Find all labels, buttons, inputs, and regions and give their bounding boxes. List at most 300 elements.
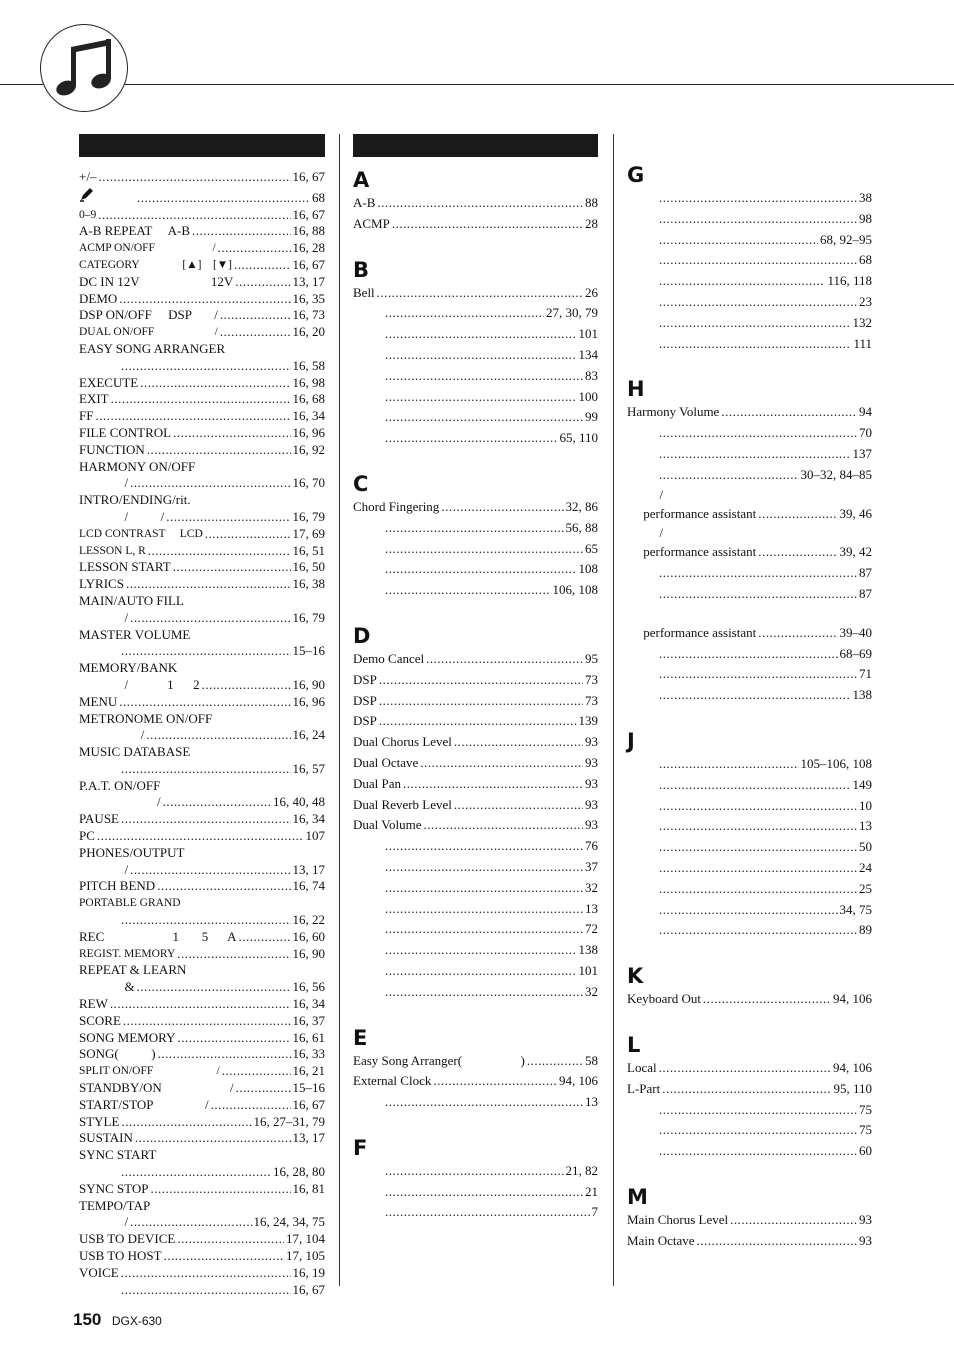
index-entry [353,1161,598,1182]
index-entry-heading: / [627,486,664,502]
entry-term: Dual Octave [353,754,419,770]
index-entry-heading: REPEAT & LEARN [79,962,187,978]
leader-dots [659,879,857,900]
index-letter-g: G [627,163,645,187]
index-entry [79,996,325,1013]
index-entry [627,1120,872,1141]
page-reference: 13 [585,1094,598,1110]
page-reference: 101 [578,962,598,978]
leader-dots [111,391,291,408]
index-entry-heading: PORTABLE GRAND [79,897,181,910]
leader-dots [420,753,583,774]
entry-term: PC [79,828,95,844]
index-entry [627,623,872,644]
page-reference: 94, 106 [559,1073,598,1089]
entry-term: SYNC STOP [79,1180,149,1196]
page-reference: 88 [585,195,598,210]
leader-dots [703,989,831,1010]
leader-dots [121,643,291,660]
page-reference: 16, 81 [292,1180,325,1196]
index-entry [627,775,872,796]
page-reference: 16, 67 [292,1281,325,1297]
page-reference: 16, 28 [292,240,325,256]
entry-term: / [79,794,161,810]
index-entry [353,1182,598,1203]
leader-dots [659,250,857,271]
index-entry [79,862,325,879]
index-entry [353,815,598,836]
leader-dots [385,878,583,899]
index-entry [627,796,872,817]
page-reference: 13, 17 [292,861,325,877]
page-reference: 16, 56 [292,979,325,995]
leader-dots [659,313,851,334]
entry-term: REW [79,996,108,1012]
entry-term: performance assistant [627,505,757,521]
entry-term: / [79,1214,129,1230]
leader-dots [659,271,825,292]
index-entry [79,727,325,744]
entry-term: / [79,861,129,877]
index-entry [627,563,872,584]
page-reference: 116, 118 [827,273,872,289]
index-entry [353,283,598,304]
page-reference: 16, 57 [292,760,325,776]
page-reference: 16, 38 [292,576,325,592]
index-entry [353,1202,598,1223]
index-entry [79,1114,325,1131]
index-entry [79,559,325,576]
leader-dots [385,1161,564,1182]
index-entry-heading: MUSIC DATABASE [79,744,191,760]
page-reference: 17, 104 [286,1231,325,1247]
index-entry [79,912,325,929]
leader-dots [385,345,577,366]
leader-dots [119,694,290,711]
leader-dots [385,580,551,601]
entry-term: EXIT [79,391,109,407]
entry-term: Harmony Volume [627,404,720,420]
page-reference: 65 [585,540,598,556]
entry-term: START/STOP / [79,1096,209,1112]
page-reference: 16, 21 [292,1063,325,1079]
index-entry [353,732,598,753]
page-reference: 16, 92 [292,441,325,457]
leader-dots [758,504,837,525]
leader-dots [659,920,857,941]
entry-term: / / [79,508,165,524]
page-reference: 16, 19 [292,1264,325,1280]
page-reference: 68 [312,189,325,205]
index-letter-b: B [353,257,370,282]
index-letter-f: F [353,1135,368,1160]
leader-dots [377,283,583,304]
leader-dots [135,1130,291,1147]
page-reference: 68–69 [839,645,872,661]
index-entry [353,774,598,795]
entry-term: performance assistant [627,544,757,560]
index-entry [353,753,598,774]
index-entry [79,1130,325,1147]
entry-term: EXECUTE [79,374,139,390]
index-entry [353,366,598,387]
leader-dots [147,442,291,459]
index-letter-c: C [353,471,369,496]
index-entry [353,303,598,324]
index-entry [79,1046,325,1063]
leader-dots [424,815,584,836]
entry-term: +/– [79,169,97,184]
leader-dots [385,1092,583,1113]
index-entry [627,1079,872,1100]
index-entry [627,444,872,465]
leader-dots [177,946,290,963]
entry-term: DEMO [79,290,118,306]
leader-dots [192,223,291,240]
entry-term: FF [79,408,94,424]
entry-term: DSP [353,713,377,729]
leader-dots [385,387,577,408]
index-entry [353,795,598,816]
index-entry [79,324,325,341]
entry-term: REC 1 5 A [79,928,237,944]
leader-dots [377,193,583,214]
entry-term: DSP [353,692,377,708]
page-reference: 87 [859,585,872,601]
page-reference: 108 [578,561,598,577]
page-reference: 89 [859,922,872,938]
index-entry [353,1051,598,1072]
leader-dots [385,559,577,580]
page-reference: 76 [585,838,598,854]
leader-dots [659,1100,857,1121]
leader-dots [222,1063,291,1080]
leader-dots [385,428,557,449]
page-reference: 16, 74 [292,878,325,894]
index-entry [627,209,872,230]
index-entry [79,1282,325,1299]
page-reference: 16, 68 [292,391,325,407]
entry-term: / [79,609,129,625]
leader-dots [659,1058,831,1079]
entry-term: 0–9 [79,208,97,221]
index-entry [79,475,325,492]
page-reference: 27, 30, 79 [546,305,598,321]
index-entry [353,982,598,1003]
index-letter-m: M [627,1184,648,1209]
index-entry [79,1063,325,1080]
leader-dots [385,324,577,345]
index-entry [353,711,598,732]
index-entry [627,837,872,858]
index-entry [79,1214,325,1231]
index-entry [353,214,598,235]
page-reference: 98 [859,210,872,226]
index-entry [353,1092,598,1113]
leader-dots [433,1071,557,1092]
index-entry [79,929,325,946]
leader-dots [659,209,857,230]
index-entry [627,685,872,706]
index-entry [353,878,598,899]
page-number: 150 [73,1310,102,1329]
leader-dots [758,542,837,563]
index-entry [79,1013,325,1030]
entry-term: SPLIT ON/OFF / [79,1065,220,1078]
leader-dots [110,996,291,1013]
leader-dots [730,1210,857,1231]
header-rule [0,84,954,85]
leader-dots [177,1231,284,1248]
index-entry [79,509,325,526]
entry-term: MENU [79,693,118,709]
page-reference: 30–32, 84–85 [800,466,872,482]
entry-term: / 1 2 [79,676,200,692]
index-entry [627,1141,872,1162]
index-entry [79,1080,325,1097]
leader-dots [218,240,291,257]
index-entry [79,240,325,257]
entry-term: SONG( ) [79,1046,156,1062]
page-reference: 15–16 [292,1080,325,1096]
leader-dots [659,685,851,706]
index-entry [79,1248,325,1265]
index-entry [79,677,325,694]
index-entry [353,857,598,878]
page-reference: 107 [305,828,325,844]
index-entry [627,230,872,251]
index-entry [353,428,598,449]
leader-dots [385,919,583,940]
index-entry-heading: MASTER VOLUME [79,626,191,642]
entry-term: Dual Volume [353,817,422,833]
index-entry [627,271,872,292]
leader-dots [158,1046,291,1063]
page-reference: 39, 42 [839,544,872,560]
page-reference: 16, 34 [292,408,325,424]
leader-dots [659,837,857,858]
leader-dots [385,518,564,539]
index-entry [79,307,325,324]
index-entry [79,643,325,660]
page-reference: 93 [585,754,598,770]
page-reference: 32 [585,983,598,999]
index-letter-l: L [627,1032,641,1057]
leader-dots [98,207,290,224]
entry-term: Easy Song Arranger( ) [353,1052,525,1068]
index-entry [627,989,872,1010]
leader-dots [758,623,837,644]
index-entry [79,1231,325,1248]
leader-dots [659,465,799,486]
index-entry [79,274,325,291]
entry-term: ACMP [353,215,390,231]
leader-dots [441,497,563,518]
index-letter-k: K [627,964,644,989]
index-entry [627,292,872,313]
column-divider-2 [613,134,614,1286]
leader-dots [234,257,291,274]
index-entry [627,584,872,605]
leader-dots [220,324,291,341]
page-reference: 16, 79 [292,609,325,625]
entry-term: DC IN 12V 12V [79,273,234,289]
page-reference: 16, 34 [292,996,325,1012]
index-entry [353,649,598,670]
index-entry [627,423,872,444]
leader-dots [659,754,799,775]
index-entry [79,223,325,240]
entry-term: FILE CONTROL [79,424,172,440]
index-entry [627,900,872,921]
index-entry [353,518,598,539]
leader-dots [121,811,291,828]
leader-dots [659,796,857,817]
index-entry [79,828,325,845]
page-reference: 16, 50 [292,559,325,575]
leader-dots [379,691,583,712]
leader-dots [140,375,290,392]
index-entry [353,836,598,857]
leader-dots [119,291,290,308]
leader-dots [205,526,291,543]
index-entry [79,979,325,996]
entry-term: SONG MEMORY [79,1029,176,1045]
page-reference: 21 [585,1183,598,1199]
index-letter-h: H [627,377,645,402]
page-reference: 16, 34 [292,811,325,827]
leader-dots [150,1181,290,1198]
page-reference: 100 [578,388,598,404]
index-entry [627,754,872,775]
leader-dots [126,576,291,593]
pen-icon [79,186,95,202]
index-entry [79,1030,325,1047]
index-entry [627,1100,872,1121]
page-reference: 132 [852,314,872,330]
index-entry [79,1097,325,1114]
leader-dots [659,1141,857,1162]
page-reference: 38 [859,190,872,205]
page-reference: 16, 98 [292,374,325,390]
page-reference: 68 [859,252,872,268]
page-reference: 34, 75 [839,901,872,917]
entry-term: performance assistant [627,624,757,640]
entry-term: FUNCTION [79,441,145,457]
entry-term: USB TO DEVICE [79,1231,176,1247]
page-reference: 149 [852,776,872,792]
leader-dots [721,402,857,423]
page-reference: 83 [585,367,598,383]
entry-term: PITCH BEND [79,878,156,894]
page-reference: 93 [859,1211,872,1227]
page-reference: 16, 35 [292,290,325,306]
page-reference: 93 [585,775,598,791]
entry-term: External Clock [353,1073,432,1089]
page-reference: 16, 96 [292,424,325,440]
index-entry [79,207,325,224]
page-reference: 13 [859,818,872,834]
leader-dots [137,190,310,207]
page-reference: 16, 60 [292,928,325,944]
index-column-g-m [627,162,872,1251]
entry-term: Chord Fingering [353,498,440,514]
entry-term: DSP [353,671,377,687]
page-reference: 68, 92–95 [820,231,872,247]
index-entry-heading: MEMORY/BANK [79,660,178,676]
index-entry [627,879,872,900]
entry-term: DSP ON/OFF DSP / [79,307,218,323]
index-entry [627,1058,872,1079]
index-entry [79,186,325,207]
entry-term: Bell [353,284,375,300]
page-reference: 87 [859,565,872,581]
index-entry-heading: / [627,525,664,541]
index-entry [79,257,325,274]
page-reference: 17, 69 [292,525,325,541]
page-reference: 25 [859,880,872,896]
entry-term: SUSTAIN [79,1130,133,1146]
page-reference: 16, 40, 48 [273,794,325,810]
page-reference: 16, 67 [292,1096,325,1112]
page-reference: 16, 70 [292,475,325,491]
entry-term: PAUSE [79,811,119,827]
entry-term: & [79,979,135,995]
entry-term: A-B [353,195,376,210]
leader-dots [454,732,583,753]
leader-dots [659,292,857,313]
leader-dots [121,1164,271,1181]
index-entry [353,670,598,691]
index-entry [79,408,325,425]
page-reference: 73 [585,692,598,708]
entry-term: VOICE [79,1264,119,1280]
leader-dots [379,670,583,691]
page-reference: 56, 88 [565,519,598,535]
leader-dots [130,862,290,879]
leader-dots [659,1120,857,1141]
page-reference: 73 [585,671,598,687]
index-entry [79,576,325,593]
page-reference: 65, 110 [559,430,598,446]
page-reference: 70 [859,425,872,441]
leader-dots [166,509,290,526]
leader-dots [385,1182,583,1203]
index-entry [353,324,598,345]
index-entry [353,691,598,712]
entry-term: / [79,475,129,491]
leader-dots [121,1114,251,1131]
entry-term: DUAL ON/OFF / [79,326,218,339]
index-entry [353,497,598,518]
page-reference: 16, 67 [292,169,325,184]
leader-dots [392,214,583,235]
page-reference: 138 [578,942,598,958]
page-reference: 95 [585,650,598,666]
page-reference: 16, 28, 80 [273,1164,325,1180]
leader-dots [659,563,857,584]
entry-term: REGIST. MEMORY [79,947,176,960]
page-footer [73,1310,162,1330]
page-reference: 139 [578,713,598,729]
page-reference: 138 [852,687,872,703]
page-reference: 16, 37 [292,1012,325,1028]
leader-dots [659,775,851,796]
index-entry-heading: TEMPO/TAP [79,1197,151,1213]
leader-dots [173,425,290,442]
page-reference: 37 [585,858,598,874]
leader-dots [173,559,291,576]
